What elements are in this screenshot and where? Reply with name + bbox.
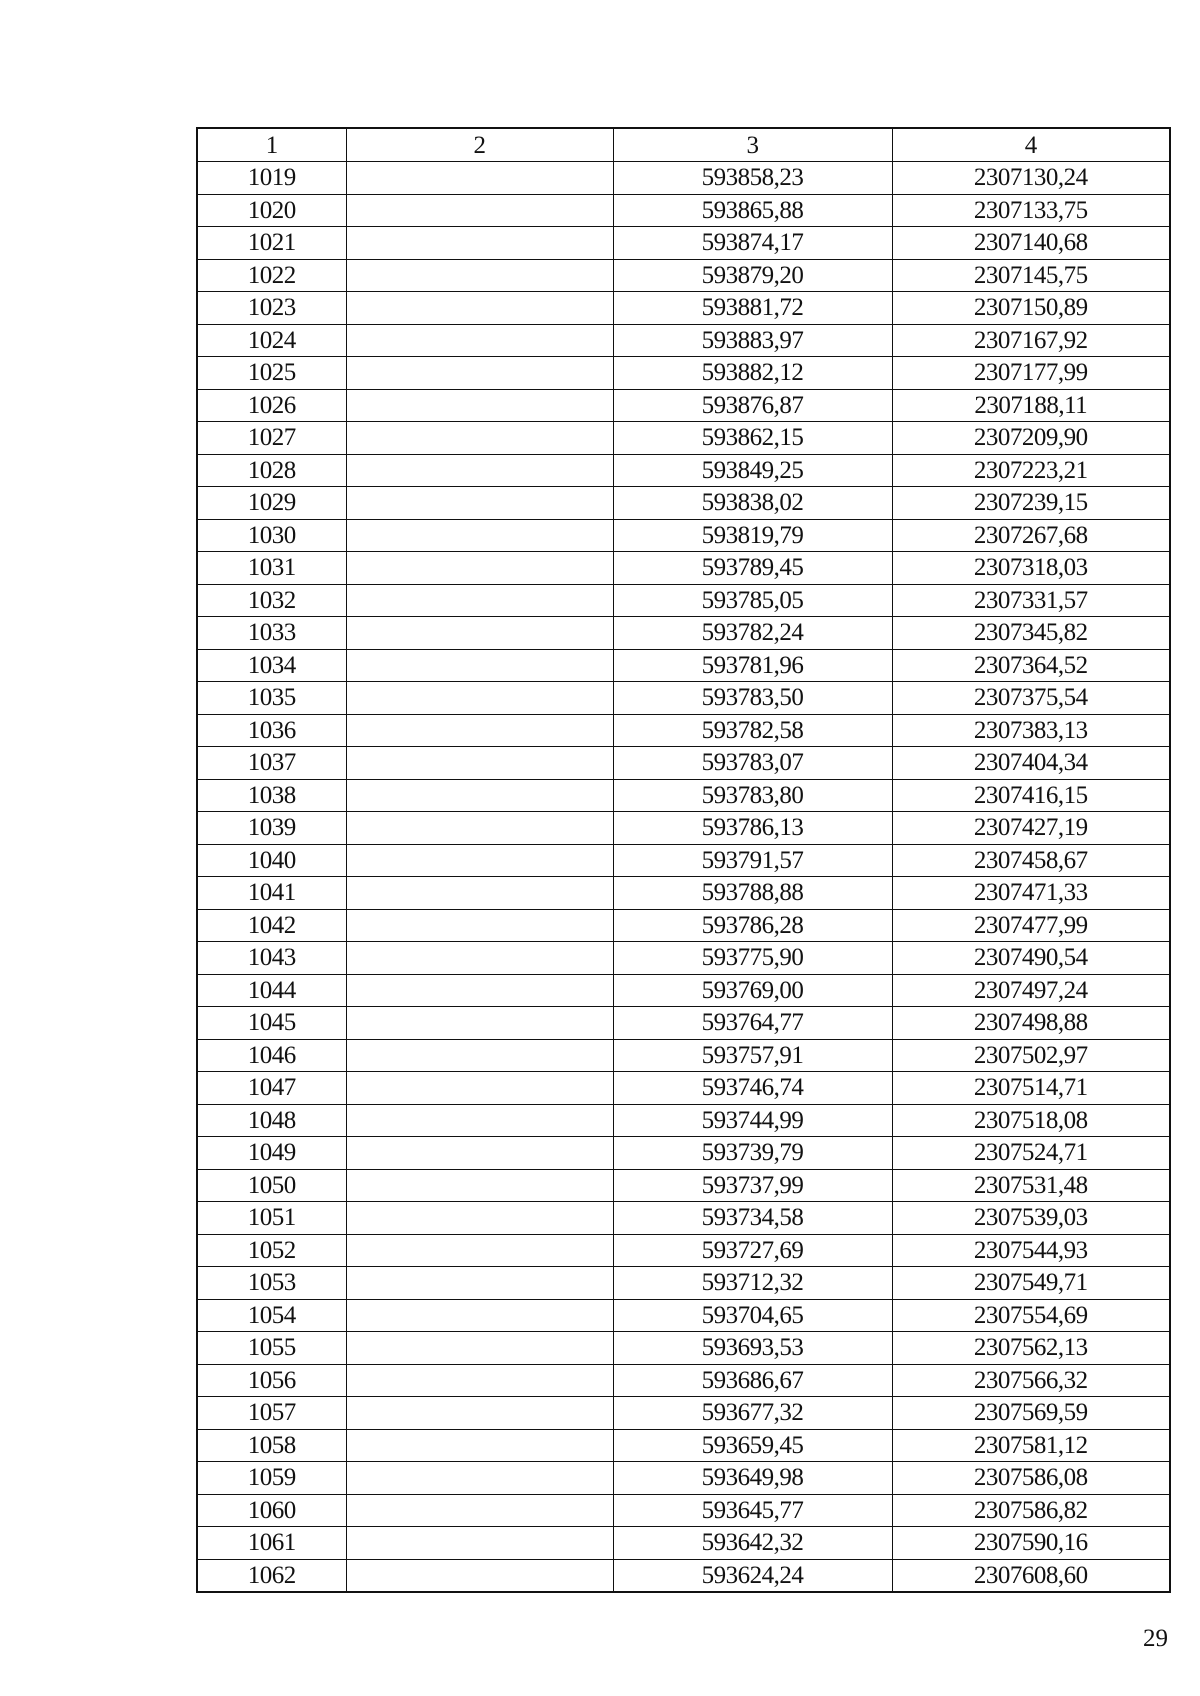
point-name-cell — [346, 162, 613, 195]
point-name-cell — [346, 1429, 613, 1462]
x-coordinate-cell: 593789,45 — [613, 552, 892, 585]
y-coordinate-cell: 2307318,03 — [892, 552, 1170, 585]
point-number-cell: 1057 — [197, 1397, 346, 1430]
point-name-cell — [346, 227, 613, 260]
point-number-cell: 1027 — [197, 422, 346, 455]
table-row — [197, 552, 1170, 585]
table-row — [197, 1299, 1170, 1332]
y-coordinate-cell: 2307130,24 — [892, 162, 1170, 195]
point-name-cell — [346, 1462, 613, 1495]
point-name-cell — [346, 974, 613, 1007]
table-row — [197, 714, 1170, 747]
table-row — [197, 812, 1170, 845]
point-name-cell — [346, 617, 613, 650]
y-coordinate-cell: 2307140,68 — [892, 227, 1170, 260]
x-coordinate-cell: 593874,17 — [613, 227, 892, 260]
point-number-cell: 1045 — [197, 1007, 346, 1040]
y-coordinate-cell: 2307608,60 — [892, 1559, 1170, 1592]
x-coordinate-cell: 593764,77 — [613, 1007, 892, 1040]
point-name-cell — [346, 779, 613, 812]
y-coordinate-cell: 2307209,90 — [892, 422, 1170, 455]
point-number-cell: 1034 — [197, 649, 346, 682]
y-coordinate-cell: 2307549,71 — [892, 1267, 1170, 1300]
point-number-cell: 1032 — [197, 584, 346, 617]
table-row — [197, 389, 1170, 422]
table-row — [197, 259, 1170, 292]
y-coordinate-cell: 2307427,19 — [892, 812, 1170, 845]
table-row — [197, 1429, 1170, 1462]
table-row — [197, 1202, 1170, 1235]
y-coordinate-cell: 2307458,67 — [892, 844, 1170, 877]
table-row — [197, 909, 1170, 942]
table-row — [197, 682, 1170, 715]
x-coordinate-cell: 593783,80 — [613, 779, 892, 812]
table-row — [197, 1364, 1170, 1397]
y-coordinate-cell: 2307364,52 — [892, 649, 1170, 682]
y-coordinate-cell: 2307554,69 — [892, 1299, 1170, 1332]
point-number-cell: 1056 — [197, 1364, 346, 1397]
point-name-cell — [346, 1202, 613, 1235]
point-number-cell: 1059 — [197, 1462, 346, 1495]
x-coordinate-cell: 593659,45 — [613, 1429, 892, 1462]
point-name-cell — [346, 1039, 613, 1072]
x-coordinate-cell: 593786,13 — [613, 812, 892, 845]
point-number-cell: 1023 — [197, 292, 346, 325]
x-coordinate-cell: 593786,28 — [613, 909, 892, 942]
table-header — [197, 128, 1170, 162]
point-name-cell — [346, 812, 613, 845]
x-coordinate-cell: 593862,15 — [613, 422, 892, 455]
table-row — [197, 649, 1170, 682]
point-name-cell — [346, 1169, 613, 1202]
x-coordinate-cell: 593757,91 — [613, 1039, 892, 1072]
table-row — [197, 974, 1170, 1007]
point-number-cell: 1053 — [197, 1267, 346, 1300]
y-coordinate-cell: 2307566,32 — [892, 1364, 1170, 1397]
x-coordinate-cell: 593704,65 — [613, 1299, 892, 1332]
column-header-4: 4 — [892, 128, 1170, 162]
point-number-cell: 1050 — [197, 1169, 346, 1202]
page-number: 29 — [1143, 1625, 1168, 1652]
table-row — [197, 357, 1170, 390]
point-number-cell: 1033 — [197, 617, 346, 650]
point-number-cell: 1025 — [197, 357, 346, 390]
y-coordinate-cell: 2307239,15 — [892, 487, 1170, 520]
point-number-cell: 1055 — [197, 1332, 346, 1365]
x-coordinate-cell: 593881,72 — [613, 292, 892, 325]
table-body — [197, 162, 1170, 1593]
point-name-cell — [346, 389, 613, 422]
y-coordinate-cell: 2307539,03 — [892, 1202, 1170, 1235]
y-coordinate-cell: 2307133,75 — [892, 194, 1170, 227]
table-row — [197, 1267, 1170, 1300]
point-name-cell — [346, 1137, 613, 1170]
y-coordinate-cell: 2307267,68 — [892, 519, 1170, 552]
point-number-cell: 1048 — [197, 1104, 346, 1137]
x-coordinate-cell: 593642,32 — [613, 1527, 892, 1560]
column-header-3: 3 — [613, 128, 892, 162]
x-coordinate-cell: 593883,97 — [613, 324, 892, 357]
x-coordinate-cell: 593849,25 — [613, 454, 892, 487]
table-row — [197, 942, 1170, 975]
point-number-cell: 1039 — [197, 812, 346, 845]
point-name-cell — [346, 292, 613, 325]
point-number-cell: 1041 — [197, 877, 346, 910]
point-name-cell — [346, 1072, 613, 1105]
x-coordinate-cell: 593782,24 — [613, 617, 892, 650]
table-row — [197, 1169, 1170, 1202]
point-number-cell: 1019 — [197, 162, 346, 195]
point-number-cell: 1028 — [197, 454, 346, 487]
x-coordinate-cell: 593838,02 — [613, 487, 892, 520]
point-name-cell — [346, 877, 613, 910]
point-name-cell — [346, 259, 613, 292]
y-coordinate-cell: 2307177,99 — [892, 357, 1170, 390]
point-name-cell — [346, 844, 613, 877]
point-name-cell — [346, 1397, 613, 1430]
y-coordinate-cell: 2307150,89 — [892, 292, 1170, 325]
table-row — [197, 1332, 1170, 1365]
table-row — [197, 1039, 1170, 1072]
point-name-cell — [346, 649, 613, 682]
table-row — [197, 1007, 1170, 1040]
x-coordinate-cell: 593788,88 — [613, 877, 892, 910]
point-number-cell: 1036 — [197, 714, 346, 747]
point-number-cell: 1060 — [197, 1494, 346, 1527]
table-row — [197, 519, 1170, 552]
point-name-cell — [346, 552, 613, 585]
point-name-cell — [346, 942, 613, 975]
y-coordinate-cell: 2307490,54 — [892, 942, 1170, 975]
table-row — [197, 1462, 1170, 1495]
point-number-cell: 1058 — [197, 1429, 346, 1462]
point-number-cell: 1062 — [197, 1559, 346, 1592]
point-name-cell — [346, 357, 613, 390]
point-name-cell — [346, 324, 613, 357]
point-name-cell — [346, 422, 613, 455]
point-number-cell: 1044 — [197, 974, 346, 1007]
point-number-cell: 1043 — [197, 942, 346, 975]
table-row — [197, 292, 1170, 325]
table-row — [197, 844, 1170, 877]
table-row — [197, 1104, 1170, 1137]
y-coordinate-cell: 2307404,34 — [892, 747, 1170, 780]
x-coordinate-cell: 593879,20 — [613, 259, 892, 292]
x-coordinate-cell: 593686,67 — [613, 1364, 892, 1397]
x-coordinate-cell: 593782,58 — [613, 714, 892, 747]
y-coordinate-cell: 2307167,92 — [892, 324, 1170, 357]
y-coordinate-cell: 2307524,71 — [892, 1137, 1170, 1170]
point-name-cell — [346, 1332, 613, 1365]
point-name-cell — [346, 1007, 613, 1040]
table-row — [197, 1234, 1170, 1267]
x-coordinate-cell: 593746,74 — [613, 1072, 892, 1105]
point-name-cell — [346, 1559, 613, 1592]
point-name-cell — [346, 747, 613, 780]
x-coordinate-cell: 593791,57 — [613, 844, 892, 877]
point-number-cell: 1046 — [197, 1039, 346, 1072]
point-number-cell: 1024 — [197, 324, 346, 357]
x-coordinate-cell: 593737,99 — [613, 1169, 892, 1202]
header-row — [197, 128, 1170, 162]
point-number-cell: 1049 — [197, 1137, 346, 1170]
x-coordinate-cell: 593876,87 — [613, 389, 892, 422]
point-number-cell: 1040 — [197, 844, 346, 877]
x-coordinate-cell: 593744,99 — [613, 1104, 892, 1137]
table-row — [197, 487, 1170, 520]
point-number-cell: 1031 — [197, 552, 346, 585]
point-name-cell — [346, 714, 613, 747]
y-coordinate-cell: 2307145,75 — [892, 259, 1170, 292]
x-coordinate-cell: 593645,77 — [613, 1494, 892, 1527]
y-coordinate-cell: 2307502,97 — [892, 1039, 1170, 1072]
point-number-cell: 1047 — [197, 1072, 346, 1105]
table-row — [197, 324, 1170, 357]
table-row — [197, 162, 1170, 195]
x-coordinate-cell: 593712,32 — [613, 1267, 892, 1300]
coordinates-table — [196, 127, 1171, 1593]
point-number-cell: 1042 — [197, 909, 346, 942]
x-coordinate-cell: 593693,53 — [613, 1332, 892, 1365]
y-coordinate-cell: 2307590,16 — [892, 1527, 1170, 1560]
x-coordinate-cell: 593624,24 — [613, 1559, 892, 1592]
point-number-cell: 1061 — [197, 1527, 346, 1560]
x-coordinate-cell: 593819,79 — [613, 519, 892, 552]
y-coordinate-cell: 2307471,33 — [892, 877, 1170, 910]
point-number-cell: 1030 — [197, 519, 346, 552]
point-number-cell: 1020 — [197, 194, 346, 227]
x-coordinate-cell: 593858,23 — [613, 162, 892, 195]
x-coordinate-cell: 593775,90 — [613, 942, 892, 975]
point-number-cell: 1029 — [197, 487, 346, 520]
column-header-1: 1 — [197, 128, 346, 162]
x-coordinate-cell: 593727,69 — [613, 1234, 892, 1267]
y-coordinate-cell: 2307188,11 — [892, 389, 1170, 422]
table-row — [197, 194, 1170, 227]
x-coordinate-cell: 593769,00 — [613, 974, 892, 1007]
point-name-cell — [346, 519, 613, 552]
point-name-cell — [346, 1299, 613, 1332]
point-number-cell: 1054 — [197, 1299, 346, 1332]
point-number-cell: 1051 — [197, 1202, 346, 1235]
x-coordinate-cell: 593882,12 — [613, 357, 892, 390]
y-coordinate-cell: 2307375,54 — [892, 682, 1170, 715]
y-coordinate-cell: 2307223,21 — [892, 454, 1170, 487]
x-coordinate-cell: 593677,32 — [613, 1397, 892, 1430]
point-name-cell — [346, 682, 613, 715]
y-coordinate-cell: 2307498,88 — [892, 1007, 1170, 1040]
table-row — [197, 1137, 1170, 1170]
x-coordinate-cell: 593785,05 — [613, 584, 892, 617]
point-name-cell — [346, 1234, 613, 1267]
point-number-cell: 1035 — [197, 682, 346, 715]
y-coordinate-cell: 2307497,24 — [892, 974, 1170, 1007]
table-row — [197, 617, 1170, 650]
x-coordinate-cell: 593783,07 — [613, 747, 892, 780]
table-row — [197, 584, 1170, 617]
table-row — [197, 1527, 1170, 1560]
y-coordinate-cell: 2307586,08 — [892, 1462, 1170, 1495]
table-row — [197, 227, 1170, 260]
table-row — [197, 1397, 1170, 1430]
y-coordinate-cell: 2307531,48 — [892, 1169, 1170, 1202]
y-coordinate-cell: 2307477,99 — [892, 909, 1170, 942]
y-coordinate-cell: 2307383,13 — [892, 714, 1170, 747]
point-name-cell — [346, 1267, 613, 1300]
x-coordinate-cell: 593781,96 — [613, 649, 892, 682]
y-coordinate-cell: 2307416,15 — [892, 779, 1170, 812]
y-coordinate-cell: 2307331,57 — [892, 584, 1170, 617]
point-name-cell — [346, 454, 613, 487]
point-name-cell — [346, 487, 613, 520]
point-name-cell — [346, 1527, 613, 1560]
point-number-cell: 1037 — [197, 747, 346, 780]
point-name-cell — [346, 194, 613, 227]
y-coordinate-cell: 2307569,59 — [892, 1397, 1170, 1430]
point-number-cell: 1021 — [197, 227, 346, 260]
x-coordinate-cell: 593865,88 — [613, 194, 892, 227]
point-name-cell — [346, 584, 613, 617]
point-number-cell: 1022 — [197, 259, 346, 292]
y-coordinate-cell: 2307514,71 — [892, 1072, 1170, 1105]
point-name-cell — [346, 1364, 613, 1397]
column-header-2: 2 — [346, 128, 613, 162]
table-row — [197, 1072, 1170, 1105]
point-name-cell — [346, 1494, 613, 1527]
x-coordinate-cell: 593739,79 — [613, 1137, 892, 1170]
x-coordinate-cell: 593649,98 — [613, 1462, 892, 1495]
table-row — [197, 422, 1170, 455]
table-row — [197, 877, 1170, 910]
y-coordinate-cell: 2307345,82 — [892, 617, 1170, 650]
table-row — [197, 454, 1170, 487]
y-coordinate-cell: 2307544,93 — [892, 1234, 1170, 1267]
point-name-cell — [346, 1104, 613, 1137]
y-coordinate-cell: 2307562,13 — [892, 1332, 1170, 1365]
table-row — [197, 779, 1170, 812]
table-row — [197, 747, 1170, 780]
y-coordinate-cell: 2307586,82 — [892, 1494, 1170, 1527]
point-number-cell: 1052 — [197, 1234, 346, 1267]
x-coordinate-cell: 593734,58 — [613, 1202, 892, 1235]
point-name-cell — [346, 909, 613, 942]
y-coordinate-cell: 2307581,12 — [892, 1429, 1170, 1462]
point-number-cell: 1038 — [197, 779, 346, 812]
point-number-cell: 1026 — [197, 389, 346, 422]
x-coordinate-cell: 593783,50 — [613, 682, 892, 715]
y-coordinate-cell: 2307518,08 — [892, 1104, 1170, 1137]
table-row — [197, 1559, 1170, 1592]
table-row — [197, 1494, 1170, 1527]
